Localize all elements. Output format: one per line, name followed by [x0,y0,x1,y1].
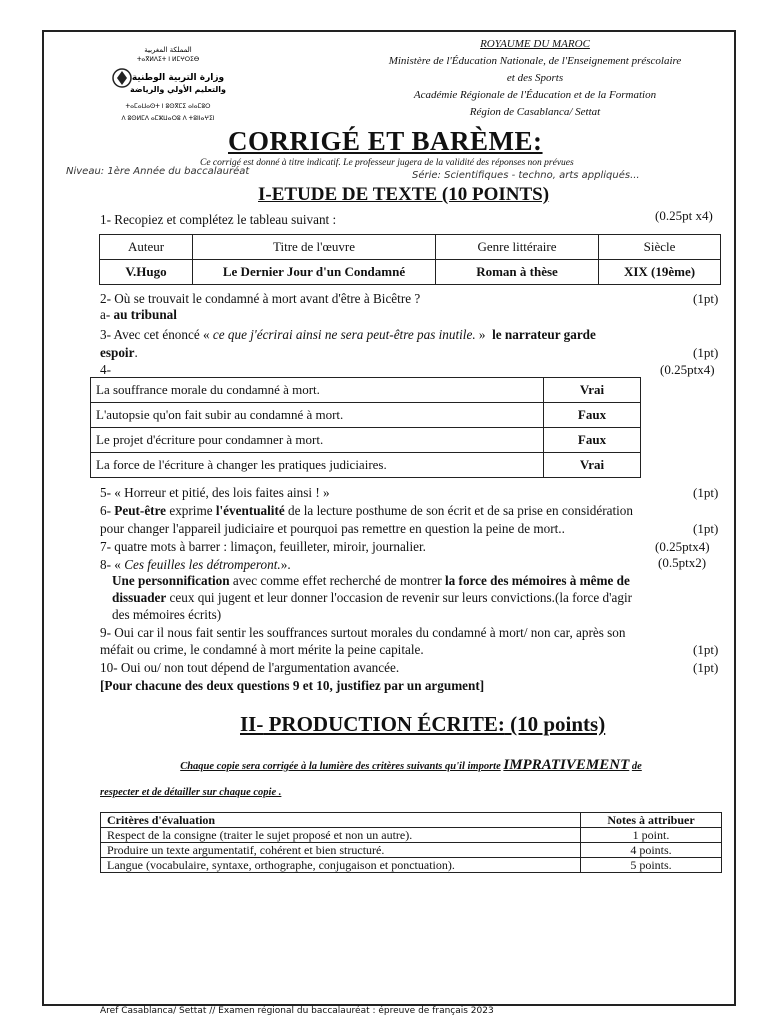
table-cell: Roman à thèse [436,260,599,285]
academy-line: Académie Régionale de l'Éducation et de la Formation [413,89,657,101]
question-7: 7- quatre mots à barrer : limaçon, feuilleter, miroir, journalier. [100,539,426,554]
criteria-intro [100,752,722,806]
q8-mid-c: ceux qui jugent et leur donner l'occasion de revenir sur leurs convictions.(la force d'agir [166,590,633,605]
question-1-points: (0.25pt x4) [655,208,713,223]
ministry-seal-logo [108,42,228,128]
question-2-points: (1pt) [693,291,719,306]
ministry-line-2: et des Sports [506,72,564,84]
header-institution [350,36,720,121]
statement-cell: La force de l'écriture à changer les pratiques judiciaires. [91,453,544,478]
table-cell: 5 points. [581,858,722,873]
table-header: Genre littéraire [436,235,599,260]
criteria-intro-line-2: respecter et de détailler sur chaque copie . [100,787,282,798]
q8-number: 8- « [100,557,121,572]
table-header: Titre de l'œuvre [193,235,436,260]
question-3-prefix: 3- Avec cet énoncé « [100,327,210,342]
question-3-quote: ce que j'écrirai ainsi ne sera peut-être pas inutile. [209,327,479,342]
question-6-line-2: pour changer l'appareil judiciaire et pourquoi pas remettre en question la peine de mort.. [100,521,565,536]
table-cell: Le Dernier Jour d'un Condamné [193,260,436,285]
question-7-points: (0.25ptx4) [655,539,710,554]
answer-3-part-1: le narrateur garde [492,327,596,342]
answer-2 [100,307,177,323]
q8-bold-a: Une personnification [112,573,230,588]
q6-number: 6- [100,503,111,518]
q6-rest: de la lecture posthume de son écrit et de sa prise en considération [284,503,633,518]
question-3-points: (1pt) [693,345,719,360]
q6-bold-2: l'éventualité [215,503,285,518]
handwritten-level: Niveau: 1ère Année du baccalauréat [66,166,250,177]
justify-instruction: [Pour chacune des deux questions 9 et 10, justifiez par un argument] [100,678,485,693]
answer-8-line-1 [112,573,630,589]
table-header: Auteur [100,235,193,260]
question-4-points: (0.25ptx4) [660,362,715,377]
question-9-line-1: 9- Oui car il nous fait sentir les souffrances surtout morales du condamné à mort/ non car, après son [100,625,626,640]
table-header: Siècle [599,235,721,260]
svg-text:ⵜⴰⵎⴰⵡⴰⵙⵜ ⵏ ⵓⵙⴳⵎⵉ ⴰⵏⴰⵎⵓⵔ: ⵜⴰⵎⴰⵡⴰⵙⵜ ⵏ ⵓⵙⴳⵎⵉ ⴰⵏⴰⵎⵓⵔ [125,103,211,110]
q8-bold-b: la force des mémoires à même de [445,573,630,588]
region-line: Région de Casablanca/ Settat [469,106,601,118]
section-2-heading [240,712,605,737]
kingdom-label: ROYAUME DU MAROC [480,38,590,50]
section-2-prefix: II- [240,712,264,736]
answer-2-prefix: a- [100,307,111,322]
question-6-points: (1pt) [693,521,719,536]
question-5-points: (1pt) [693,485,719,500]
svg-text:والتعليم الأولي والرياضة: والتعليم الأولي والرياضة [130,85,226,94]
q8-mid-a: avec comme effet recherché de montrer [229,573,445,588]
ministry-line-1: Ministère de l'Éducation Nationale, de l'Enseignement préscolaire [388,55,682,67]
answer-3-part-2: espoir [100,345,135,360]
table-cell: 4 points. [581,843,722,858]
answer-3-dot: . [134,345,138,360]
page-title: CORRIGÉ ET BARÈME: [228,126,543,156]
author-table [99,234,721,285]
table-cell: XIX (19ème) [599,260,721,285]
disclaimer-note: Ce corrigé est donné à titre indicatif. Le professeur jugera de la validité des réponses non prévues [200,158,574,168]
question-8-points: (0.5ptx2) [658,555,707,570]
q8-bold-c: dissuader [112,590,167,605]
q8-quote: Ces feuilles les détromperont. [120,557,281,572]
section-1-heading: I-ETUDE DE TEXTE (10 POINTS) [258,184,550,205]
section-2-title: PRODUCTION ÉCRITE: [263,712,505,736]
handwritten-series: Série: Scientifiques - techno, arts appliqués... [412,170,640,181]
table-cell: Langue (vocabulaire, syntaxe, orthographe, conjugaison et ponctuation). [101,858,581,873]
table-header: Critères d'évaluation [101,813,581,828]
table-cell: 1 point. [581,828,722,843]
question-9-line-2: méfait ou crime, le condamné à mort mérite la peine capitale. [100,642,424,657]
table-cell: Respect de la consigne (traiter le sujet proposé et non un autre). [101,828,581,843]
question-3 [100,327,596,343]
q8-end: ». [280,557,291,572]
svg-text:المملكة المغربية: المملكة المغربية [144,46,192,54]
answer-8-line-2 [112,590,632,606]
question-8 [100,557,291,573]
answer-3-line-2 [100,345,138,361]
true-false-table [90,377,641,478]
answer-8-line-3: des mémoires écrits) [112,607,222,622]
svg-text:وزارة التربية الوطنية: وزارة التربية الوطنية [131,73,225,83]
criteria-intro-part-1: Chaque copie sera corrigée à la lumière des critères suivants qu'il importe [180,761,501,772]
page-footer: Aref Casablanca/ Settat // Examen régional du baccalauréat : épreuve de français 2023 [100,1006,494,1016]
answer-cell: Vrai [544,453,641,478]
answer-cell: Faux [544,428,641,453]
question-2: 2- Où se trouvait le condamné à mort avant d'être à Bicêtre ? [100,291,421,306]
question-10-points: (1pt) [693,660,719,675]
statement-cell: La souffrance morale du condamné à mort. [91,378,544,403]
table-header: Notes à attribuer [581,813,722,828]
answer-cell: Faux [544,403,641,428]
question-10: 10- Oui ou/ non tout dépend de l'argumentation avancée. [100,660,400,675]
statement-cell: L'autopsie qu'on fait subir au condamné à mort. [91,403,544,428]
table-cell: V.Hugo [100,260,193,285]
question-4: 4- [100,362,111,377]
criteria-table [100,812,722,873]
q6-mid: exprime [166,503,216,518]
section-2-suffix: (10 points) [504,712,606,736]
statement-cell: Le projet d'écriture pour condamner à mort. [91,428,544,453]
question-3-suffix: » [478,327,486,342]
question-5: 5- « Horreur et pitié, des lois faites ainsi ! » [100,485,330,500]
table-cell: Produire un texte argumentatif, cohérent et bien structuré. [101,843,581,858]
answer-2-text: au tribunal [113,307,177,322]
question-9-points: (1pt) [693,642,719,657]
answer-cell: Vrai [544,378,641,403]
question-1: 1- Recopiez et complétez le tableau suivant : [100,212,337,227]
svg-text:ⴷ ⵓⵙⵍⵎⴷ ⴰⵎⵣⵡⴰⵔⵓ ⴷ ⵜⵓⵏⵏⴰⵖⵉⵏ: ⴷ ⵓⵙⵍⵎⴷ ⴰⵎⵣⵡⴰⵔⵓ ⴷ ⵜⵓⵏⵏⴰⵖⵉⵏ [121,115,215,122]
question-6 [100,503,633,519]
criteria-intro-emphasis: IMPRATIVEMENT [503,757,630,773]
criteria-intro-part-2: de [631,761,642,772]
q6-bold-1: Peut-être [114,503,167,518]
svg-text:ⵜⴰⴳⵍⴷⵉⵜ ⵏ ⵍⵎⵖⵔⵉⴱ: ⵜⴰⴳⵍⴷⵉⵜ ⵏ ⵍⵎⵖⵔⵉⴱ [136,56,200,63]
